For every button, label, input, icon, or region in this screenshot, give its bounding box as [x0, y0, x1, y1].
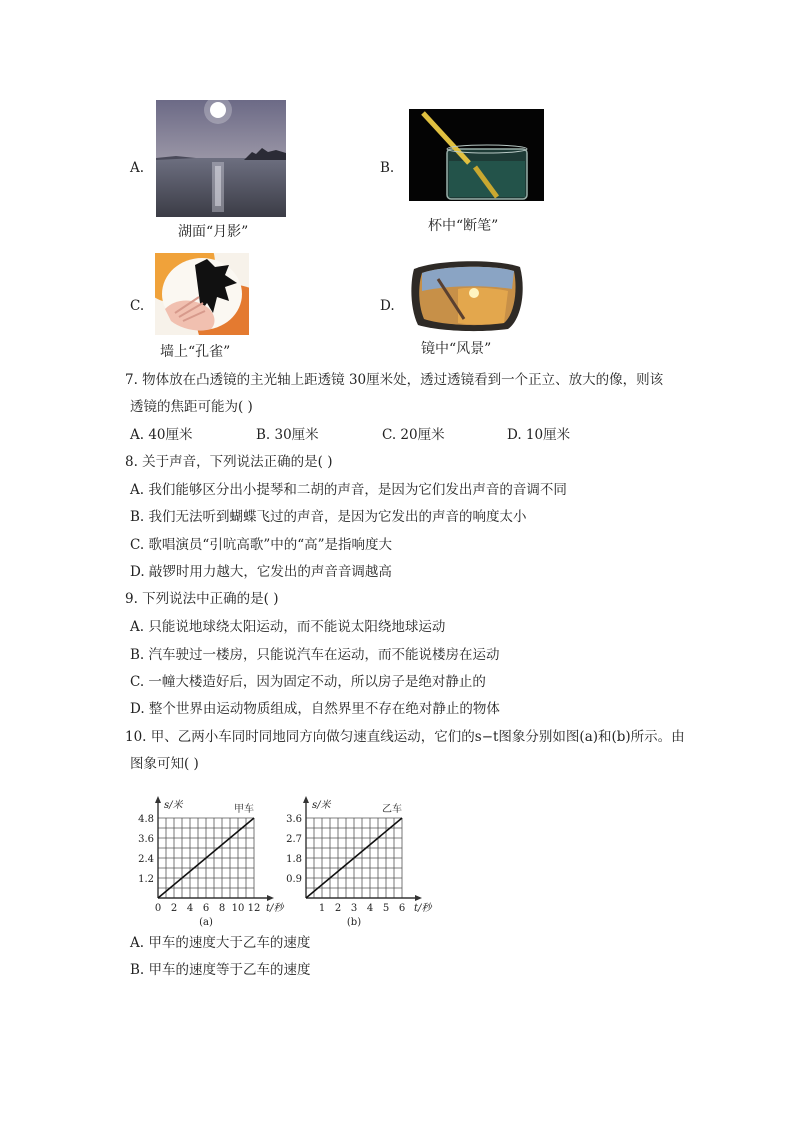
- q9-option-a: A. 只能说地球绕太阳运动，而不能说太阳绕地球运动: [130, 619, 446, 635]
- option-c-caption: 墙上“孔雀”: [160, 344, 231, 360]
- chart-a-x-tick-label: 6: [202, 903, 210, 914]
- hand-shadow-image: [155, 253, 249, 335]
- option-d-caption: 镜中“风景”: [421, 341, 492, 357]
- q8-option-b: B. 我们无法听到蝴蝶飞过的声音，是因为它发出的声音的响度太小: [130, 509, 527, 525]
- q10-stem-line2: 图象可知( ): [130, 756, 199, 772]
- q7-option-d: D. 10厘米: [507, 427, 571, 443]
- chart-a-y-tick-label: 1.2: [138, 874, 154, 885]
- cup-pencil-image: [409, 109, 544, 201]
- chart-a-x-axis-label: t/秒: [266, 903, 284, 914]
- chart-a-y-axis-label: s/米: [164, 800, 183, 811]
- chart-a-series-label: 甲车: [234, 804, 254, 815]
- mirror-scenery-image: [408, 259, 526, 332]
- q9-option-d: D. 整个世界由运动物质组成，自然界里不存在绝对静止的物体: [130, 701, 500, 717]
- chart-b-y-tick-label: 3.6: [286, 814, 302, 825]
- q9-option-b: B. 汽车驶过一楼房，只能说汽车在运动，而不能说楼房在运动: [130, 647, 500, 663]
- chart-b-y-tick-label: 1.8: [286, 854, 302, 865]
- st-graphs: [128, 780, 448, 930]
- option-b-caption: 杯中“断笔”: [428, 218, 499, 234]
- q7-stem-line1: 7. 物体放在凸透镜的主光轴上距透镜 30厘米处，透过透镜看到一个正立、放大的像，则该: [125, 372, 664, 388]
- q7-stem-line2: 透镜的焦距可能为( ): [130, 399, 253, 415]
- q8-option-c: C. 歌唱演员“引吭高歌”中的“高”是指响度大: [130, 537, 393, 553]
- q10-option-a: A. 甲车的速度大于乙车的速度: [130, 935, 311, 951]
- q7-option-c: C. 20厘米: [382, 427, 445, 443]
- q10-stem-line1: 10. 甲、乙两小车同时同地同方向做匀速直线运动，它们的s−t图象分别如图(a)和(b)所示。由: [125, 729, 685, 745]
- option-a-caption: 湖面“月影”: [178, 224, 249, 240]
- option-a-letter: A.: [130, 160, 145, 176]
- chart-b-x-tick-label: 1: [318, 903, 326, 914]
- chart-b-x-tick-label: 2: [334, 903, 342, 914]
- chart-a-x-tick-label: 2: [170, 903, 178, 914]
- q7-option-b: B. 30厘米: [256, 427, 319, 443]
- chart-a-y-tick-label: 3.6: [138, 834, 154, 845]
- option-d-letter: D.: [380, 298, 395, 314]
- q8-option-d: D. 敲锣时用力越大，它发出的声音音调越高: [130, 564, 392, 580]
- chart-b-y-tick-label: 2.7: [286, 834, 302, 845]
- chart-a-panel-label: (a): [199, 917, 213, 928]
- chart-b-y-axis-label: s/米: [312, 800, 331, 811]
- q7-option-a: A. 40厘米: [130, 427, 193, 443]
- chart-a-x-tick-label: 0: [154, 903, 162, 914]
- q8-option-a: A. 我们能够区分出小提琴和二胡的声音，是因为它们发出声音的音调不同: [130, 482, 567, 498]
- chart-a-y-tick-label: 4.8: [138, 814, 154, 825]
- q10-option-b: B. 甲车的速度等于乙车的速度: [130, 962, 311, 978]
- chart-b-x-axis-label: t/秒: [414, 903, 432, 914]
- chart-a-x-tick-label: 8: [218, 903, 226, 914]
- chart-b-y-tick-label: 0.9: [286, 874, 302, 885]
- q8-stem: 8. 关于声音，下列说法正确的是( ): [125, 454, 333, 470]
- lake-moon-image: [156, 100, 286, 217]
- chart-a-x-tick-label: 12: [247, 903, 261, 914]
- chart-b-series-label: 乙车: [382, 804, 402, 815]
- chart-b-panel-label: (b): [346, 917, 362, 928]
- chart-b-x-tick-label: 4: [366, 903, 374, 914]
- chart-b-x-tick-label: 6: [398, 903, 406, 914]
- q9-stem: 9. 下列说法中正确的是( ): [125, 591, 279, 607]
- chart-a-x-tick-label: 4: [186, 903, 194, 914]
- chart-a-y-tick-label: 2.4: [138, 854, 154, 865]
- q9-option-c: C. 一幢大楼造好后，因为固定不动，所以房子是绝对静止的: [130, 674, 486, 690]
- option-c-letter: C.: [130, 298, 145, 314]
- chart-a-x-tick-label: 10: [231, 903, 245, 914]
- chart-b-x-tick-label: 5: [382, 903, 390, 914]
- option-b-letter: B.: [380, 160, 395, 176]
- chart-b-x-tick-label: 3: [350, 903, 358, 914]
